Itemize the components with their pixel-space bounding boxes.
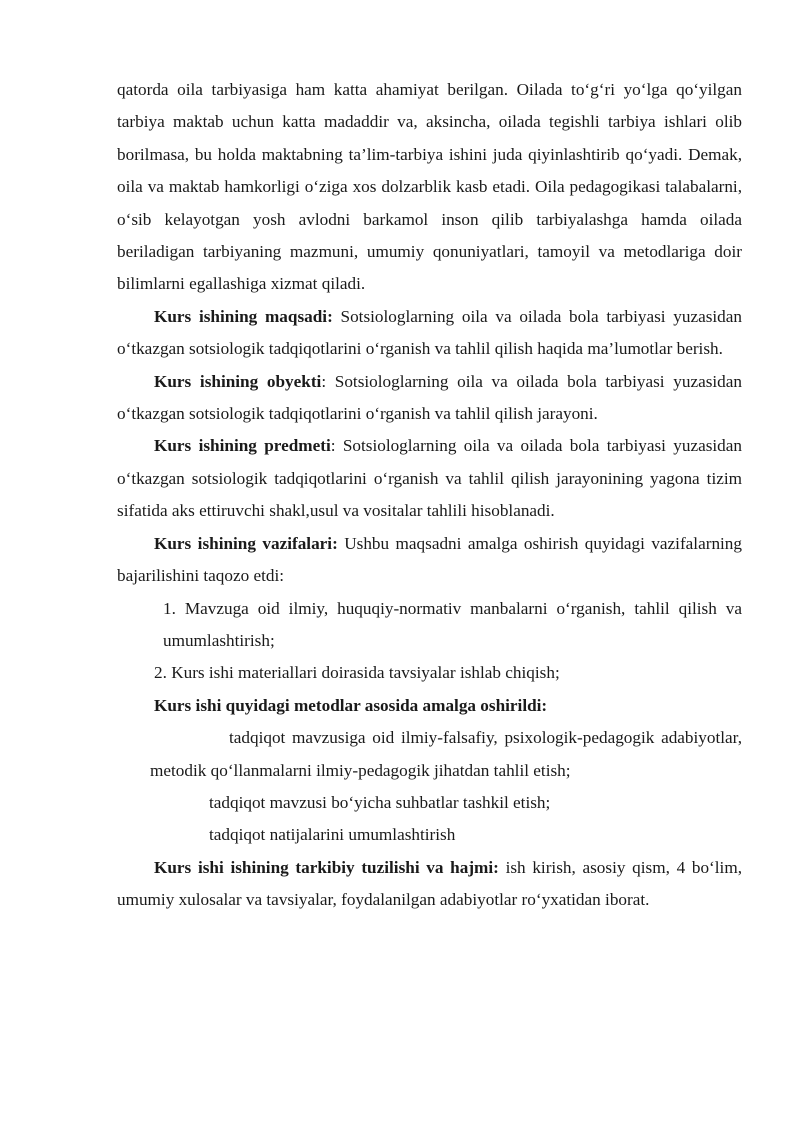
object-text: : Sotsiologlarning oila va oilada bola tarbiyasi yuzasidan o‘tkazgan sotsiologik tadqiqotlarini o‘rganish va tahlil qilish jarayoni. — [117, 371, 742, 424]
object-paragraph — [117, 366, 742, 431]
goal-paragraph — [117, 301, 742, 366]
tasks-label: Kurs ishining vazifalari: — [154, 533, 338, 553]
subject-paragraph — [117, 430, 742, 527]
method-item-1: tadqiqot mavzusiga oid ilmiy-falsafiy, psixologik-pedagogik adabiyotlar, metodik qo‘llanmalarni ilmiy-pedagogik jihatdan tahlil etish; — [150, 728, 742, 780]
goal-text: Sotsiologlarning oila va oilada bola tarbiyasi yuzasidan o‘tkazgan sotsiologik tadqiqotlarini o‘rganish va tahlil qilish haqida ma’lumotlar berish. — [117, 306, 742, 359]
object-label: Kurs ishining obyekti — [154, 371, 322, 391]
subject-text: : Sotsiologlarning oila va oilada bola tarbiyasi yuzasidan o‘tkazgan sotsiologik tadqiqotlarini o‘rganish va tahlil qilish jarayonining yagona tizim sifatida aks ettiruvchi shakl,usul va vositalar tahlili hisoblanadi. — [117, 436, 742, 521]
structure-label: Kurs ishi ishining tarkibiy tuzilishi va hajmi: — [154, 857, 499, 877]
method-item-2: tadqiqot mavzusi bo‘yicha suhbatlar tashkil etish; — [209, 792, 551, 812]
goal-label: Kurs ishining maqsadi: — [154, 306, 333, 326]
tasks-paragraph — [117, 528, 742, 593]
subject-label: Kurs ishining predmeti — [154, 436, 331, 456]
method-item-3: tadqiqot natijalarini umumlashtirish — [209, 825, 456, 845]
structure-paragraph — [117, 852, 742, 917]
tasks-text: Ushbu maqsadni amalga oshirish quyidagi vazifalarning bajarilishini taqozo etdi: — [117, 533, 742, 586]
task-item-1: 1. Mavzuga oid ilmiy, huquqiy-normativ manbalarni o‘rganish, tahlil qilish va umumlashtirish; — [163, 598, 742, 650]
methods-heading: Kurs ishi quyidagi metodlar asosida amalga oshirildi: — [154, 695, 548, 715]
document-page — [117, 74, 742, 917]
task-item-2: 2. Kurs ishi materiallari doirasida tavsiyalar ishlab chiqish; — [154, 663, 560, 683]
structure-text: ish kirish, asosiy qism, 4 bo‘lim, umumiy xulosalar va tavsiyalar, foydalanilgan adabiyotlar ro‘yxatidan iborat. — [117, 857, 742, 910]
intro-paragraph: qatorda oila tarbiyasiga ham katta ahamiyat berilgan. Oilada to‘g‘ri yo‘lga qo‘yilgan tarbiya maktab uchun katta madaddir va, aksincha, oilada tegishli tarbiya ishlari olib borilmasa, bu holda maktabning ta’lim-tarbiya ishini juda qiyinlashtirib qo‘yadi. Demak, oila va maktab hamkorligi o‘ziga xos dolzarblik kasb etadi. Oila pedagogikasi talabalarni, o‘sib kelayotgan yosh avlodni barkamol inson qilib tarbiyalashga hamda oilada beriladigan tarbiyaning mazmuni, umumiy qonuniyatlari, tamoyil va metodlariga doir bilimlarni egallashiga xizmat qiladi. — [117, 80, 742, 294]
